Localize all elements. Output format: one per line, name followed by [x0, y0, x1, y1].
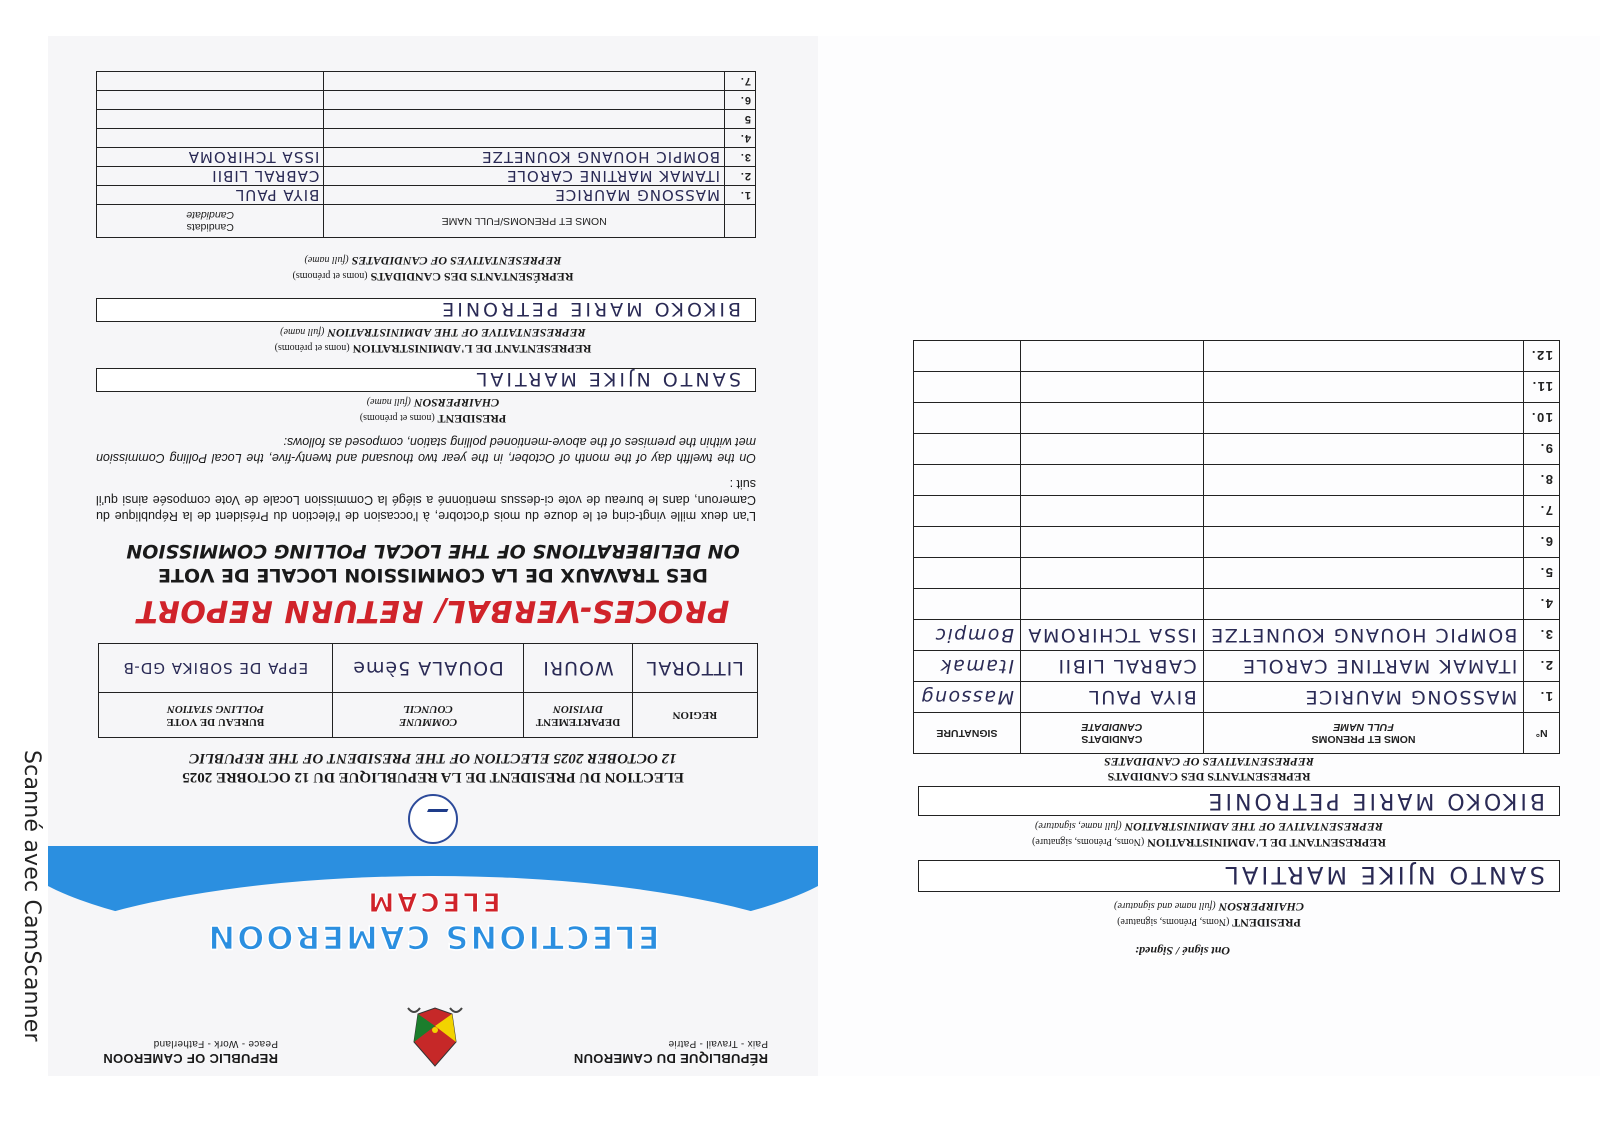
rep-name[interactable]	[1203, 527, 1524, 558]
bureau-value: EPPA DE SOBIKA GD-B	[99, 644, 333, 693]
rotated-spread	[48, 36, 1600, 1076]
rep-signature[interactable]	[913, 372, 1020, 403]
table-row: 2. ITAMAK MARTINE CAROLE CABRAL LIBII	[97, 167, 756, 186]
region-value: LITTORAL	[632, 644, 757, 693]
rep-name[interactable]	[1203, 341, 1524, 372]
table-row: 5	[97, 110, 756, 129]
sig-table-header: N° NOMS ET PRENOMS FULL NAME CANDIDATS CANDIDATE SIGNATURE	[913, 713, 1559, 754]
report-title: PROCES-VERBAL/ RETURN REPORT	[136, 593, 730, 628]
rep-candidate[interactable]	[1020, 434, 1203, 465]
sig-president-label: PRESIDENT (Noms, Prénoms, signature) CHAIRPERSON (full name and signature)	[1114, 900, 1304, 930]
departement-value: WOURI	[524, 644, 632, 693]
rep-candidate[interactable]	[97, 110, 324, 129]
camscanner-watermark: Scanné avec CamScanner	[19, 750, 44, 1042]
signed-label: Ont signé / Signed:	[1134, 944, 1230, 958]
rep-name[interactable]	[1203, 496, 1524, 527]
table-row: 2. ITAMAK MARTINE CAROLE CABRAL LIBII Itamak	[913, 651, 1559, 682]
rep-name[interactable]	[324, 129, 725, 148]
table-row: 6.	[913, 527, 1559, 558]
candidate-table-header	[97, 205, 756, 238]
rep-candidate[interactable]	[97, 91, 324, 110]
election-title: ELECTION DU PRESIDENT DE LA REPUBLIQUE DU 12 OCTOBRE 2025 12 OCTOBER 2025 ELECTION OF THE PRESIDENT OF THE REPUBLIC	[182, 750, 684, 785]
rep-name[interactable]	[324, 91, 725, 110]
rep-candidate[interactable]	[1020, 496, 1203, 527]
col-full-name: NOMS ET PRENOMS FULL NAME	[1203, 713, 1524, 754]
header-region: REGION	[632, 693, 757, 738]
col-candidate: Candidats Candidate	[97, 205, 324, 238]
rep-name[interactable]	[324, 110, 725, 129]
table-row: 10.	[913, 403, 1559, 434]
table-row: 8.	[913, 465, 1559, 496]
location-value-row	[99, 644, 758, 693]
table-row: 1. MASSONG MAURICE BIYA PAUL Massong	[913, 682, 1559, 713]
representatives-signature-table	[913, 340, 1560, 754]
admin-label: REPRESENTANT DE L'ADMINISTRATION (noms et prénoms) REPRESENTATIVE OF THE ADMINISTRATION (full name)	[274, 326, 592, 356]
location-header-row	[99, 693, 758, 738]
col-full-name: NOMS ET PRENOMS/FULL NAME	[324, 205, 725, 238]
rep-name[interactable]	[1203, 434, 1524, 465]
rep-name[interactable]	[1203, 403, 1524, 434]
election-2025-seal-icon	[408, 794, 458, 844]
rep-candidate[interactable]	[1020, 403, 1203, 434]
header-band	[48, 846, 818, 1076]
rep-candidate[interactable]	[1020, 372, 1203, 403]
candidate-reps-label: REPRÉSENTANTS DES CANDIDATS (noms et prénoms) REPRESENTATIVES OF CANDIDATES (full name)	[292, 254, 574, 284]
rep-name[interactable]	[1203, 589, 1524, 620]
rep-name[interactable]: BOMPIC HOUANG KOUNETZE	[324, 148, 725, 167]
table-row: 3. BOMPIC HOUANG KOUNETZE ISSA TCHIROMA Bompic	[913, 620, 1559, 651]
table-row: 11.	[913, 372, 1559, 403]
commune-value: DOUALA 5ème	[332, 644, 524, 693]
rep-candidate[interactable]	[1020, 527, 1203, 558]
sig-reps-label: REPRESENTANTS DES CANDIDATS REPRESENTATIVES OF CANDIDATES	[1104, 755, 1314, 784]
rep-name[interactable]: ITAMAK MARTINE CAROLE	[324, 167, 725, 186]
header-commune: COMMUNE COUNCIL	[332, 693, 524, 738]
table-row: 7.	[913, 496, 1559, 527]
org-name: ELECTIONS CAMEROON	[206, 918, 660, 956]
table-row: 5.	[913, 558, 1559, 589]
rep-signature[interactable]	[913, 496, 1020, 527]
intro-paragraph-en: On the twelfth day of the month of October, in the year two thousand and twenty-five, the Local Polling Commission met within the premises of the above-mentioned polling station, composed as follows:	[96, 435, 756, 465]
rep-signature[interactable]: Bompic	[913, 620, 1020, 651]
rep-candidate[interactable]	[97, 129, 324, 148]
table-row: 9.	[913, 434, 1559, 465]
rep-name[interactable]: BOMPIC HOUANG KOUNETZE	[1203, 620, 1524, 651]
sig-admin-label: REPRESENTANT DE L'ADMINISTRATION (Noms, Prénoms, signature) REPRESENTATIVE OF THE ADMINISTRATION (full name, signature)	[1032, 820, 1386, 850]
rep-candidate[interactable]: CABRAL LIBII	[97, 167, 324, 186]
table-row: 1. MASSONG MAURICE BIYA PAUL	[97, 186, 756, 205]
rep-signature[interactable]	[913, 527, 1020, 558]
table-row: 12.	[913, 341, 1559, 372]
rep-name[interactable]: MASSONG MAURICE	[1203, 682, 1524, 713]
report-subtitle-fr: DES TRAVAUX DE LA COMMISSION LOCALE DE VOTE	[157, 564, 709, 586]
rep-candidate[interactable]: CABRAL LIBII	[1020, 651, 1203, 682]
table-row: 4.	[913, 589, 1559, 620]
table-row: 4.	[97, 129, 756, 148]
return-report-page	[48, 36, 818, 1076]
candidate-reps-table	[96, 71, 756, 238]
org-acronym: ELECAM	[365, 886, 501, 916]
rep-candidate[interactable]: ISSA TCHIROMA	[1020, 620, 1203, 651]
signatures-page	[818, 36, 1600, 1076]
rep-signature[interactable]	[913, 434, 1020, 465]
rep-candidate[interactable]	[1020, 558, 1203, 589]
rep-candidate[interactable]	[97, 72, 324, 91]
report-subtitle-en: ON DELIBERATIONS OF THE LOCAL POLLING COMMISSION	[126, 540, 740, 562]
rep-name[interactable]: ITAMAK MARTINE CAROLE	[1203, 651, 1524, 682]
admin-name-field[interactable]: BIKOKO MARIE PETRONIE	[96, 298, 756, 322]
header-bureau: BUREAU DE VOTE POLLING STATION	[99, 693, 333, 738]
rep-signature[interactable]	[913, 341, 1020, 372]
coat-of-arms-icon	[404, 1000, 466, 1070]
table-row: 3. BOMPIC HOUANG KOUNETZE ISSA TCHIROMA	[97, 148, 756, 167]
sig-admin-name-field[interactable]: BIKOKO MARIE PETRONIE	[918, 786, 1560, 816]
sig-president-name-field[interactable]: SANTO NJIKE MARTIAL	[918, 860, 1560, 892]
rep-signature[interactable]	[913, 465, 1020, 496]
president-label: PRESIDENT (noms et prénoms) CHAIRPERSON (full name)	[359, 396, 507, 426]
rep-name[interactable]	[1203, 558, 1524, 589]
president-name-field[interactable]: SANTO NJIKE MARTIAL	[96, 368, 756, 392]
republic-en: REPUBLIC OF CAMEROON Peace - Work - Fatherland	[103, 1038, 278, 1066]
header-departement: DEPARTEMENT DIVISION	[524, 693, 632, 738]
republic-fr: RÉPUBLIQUE DU CAMEROUN Paix - Travail - Patrie	[573, 1038, 768, 1066]
intro-paragraph-fr: L'an deux mille vingt-cinq et le douze du mois d'octobre, à l'occasion de l'élection du Président de la République du Cameroun, dans le bureau de vote ci-dessus mentionné a siégé la Commission Locale de Vote composée ainsi qu'il suit :	[96, 477, 756, 523]
rep-candidate[interactable]: ISSA TCHIROMA	[97, 148, 324, 167]
rep-candidate[interactable]	[1020, 341, 1203, 372]
table-row: 7.	[97, 72, 756, 91]
table-row: 6.	[97, 91, 756, 110]
rep-name[interactable]: MASSONG MAURICE	[324, 186, 725, 205]
col-signature: SIGNATURE	[913, 713, 1020, 754]
rep-signature[interactable]: Massong	[913, 682, 1020, 713]
rep-candidate[interactable]	[1020, 465, 1203, 496]
rep-signature[interactable]	[913, 558, 1020, 589]
scanned-sheet	[48, 36, 1600, 1076]
rep-signature[interactable]	[913, 589, 1020, 620]
rep-signature[interactable]: Itamak	[913, 651, 1020, 682]
rep-candidate[interactable]	[1020, 589, 1203, 620]
col-candidate: CANDIDATS CANDIDATE	[1020, 713, 1203, 754]
rep-name[interactable]	[1203, 465, 1524, 496]
location-table	[98, 643, 758, 738]
rep-candidate[interactable]: BIYA PAUL	[97, 186, 324, 205]
rep-name[interactable]	[1203, 372, 1524, 403]
rep-signature[interactable]	[913, 403, 1020, 434]
rep-candidate[interactable]: BIYA PAUL	[1020, 682, 1203, 713]
rep-name[interactable]	[324, 72, 725, 91]
